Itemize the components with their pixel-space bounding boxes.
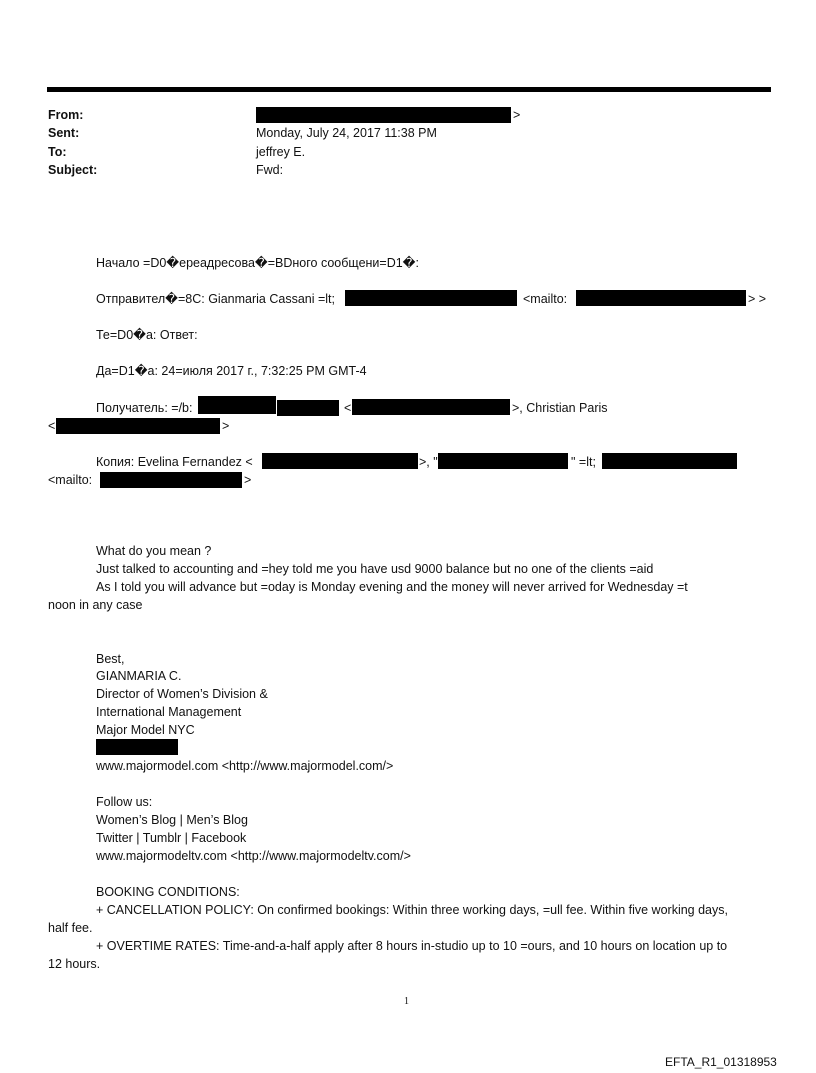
sent-value: Monday, July 24, 2017 11:38 PM: [256, 126, 437, 140]
forward-date: Да=D1�а: 24=июля 2017 г., 7:32:25 PM GMT-4: [96, 364, 367, 378]
forward-recipient-line2-lt: <: [48, 419, 56, 433]
sent-label: Sent:: [48, 126, 80, 140]
forward-sender-mailto: <mailto:: [523, 292, 568, 306]
redaction-cc-name: [438, 453, 568, 469]
forward-cc-mid: >, ": [419, 455, 438, 469]
subject-label: Subject:: [48, 163, 98, 177]
message-line-4: noon in any case: [48, 598, 143, 612]
redaction-sender-mailto: [576, 290, 746, 306]
forward-cc-line2-gt: >: [244, 473, 252, 487]
signature-tv[interactable]: www.majormodeltv.com <http://www.majormodeltv.com/>: [96, 849, 411, 863]
redaction-sender-email: [345, 290, 517, 306]
from-label: From:: [48, 108, 84, 122]
message-line-2: Just talked to accounting and =hey told me you have usd 9000 balance but no one of the clients =aid: [96, 562, 654, 576]
redaction-from: [256, 107, 511, 123]
redaction-recipient-b: [277, 400, 339, 416]
forward-cc-line2-mailto: <mailto:: [48, 473, 93, 487]
signature-best: Best,: [96, 652, 125, 666]
message-line-3: As I told you will advance but =oday is Monday evening and the money will never arrived for Wednesday =t: [96, 580, 688, 594]
booking-cancel-1: + CANCELLATION POLICY: On confirmed bookings: Within three working days, =ull fee. Within five working days,: [96, 903, 728, 917]
from-suffix: >: [513, 108, 521, 122]
subject-value: Fwd:: [256, 163, 284, 177]
signature-title-1: Director of Women’s Division &: [96, 687, 268, 701]
signature-website[interactable]: www.majormodel.com <http://www.majormodel.com/>: [96, 759, 394, 773]
redaction-cc-email: [262, 453, 418, 469]
forward-cc-mid2: " =lt;: [571, 455, 596, 469]
header-rule: [47, 87, 771, 92]
redaction-recipient-email: [352, 399, 510, 415]
to-value: jeffrey E.: [256, 145, 306, 159]
booking-title: BOOKING CONDITIONS:: [96, 885, 240, 899]
forward-theme: Те=D0�а: Ответ:: [96, 328, 198, 342]
forward-sender: Отправител�=8C: Gianmaria Cassani =lt;: [96, 292, 335, 306]
booking-overtime-2: 12 hours.: [48, 957, 101, 971]
redaction-cc-email2: [602, 453, 737, 469]
redaction-recipient-a: [198, 396, 276, 414]
forward-recipient-lt: <: [344, 401, 352, 415]
to-label: To:: [48, 145, 67, 159]
document-id: EFTA_R1_01318953: [665, 1055, 777, 1069]
signature-company: Major Model NYC: [96, 723, 195, 737]
redaction-recipient-line2: [56, 418, 220, 434]
booking-cancel-2: half fee.: [48, 921, 93, 935]
forward-recipient-suffix: >, Christian Paris: [512, 401, 608, 415]
signature-name: GIANMARIA C.: [96, 669, 182, 683]
page-number: 1: [404, 996, 409, 1007]
forward-start: Начало =D0�ереадресова�=BDного сообщени=D1�:: [96, 256, 419, 270]
redaction-signature-phone: [96, 739, 178, 755]
signature-follow: Follow us:: [96, 795, 153, 809]
redaction-cc-line2: [100, 472, 242, 488]
signature-social[interactable]: Twitter | Tumblr | Facebook: [96, 831, 247, 845]
signature-blogs[interactable]: Women’s Blog | Men’s Blog: [96, 813, 248, 827]
forward-recipient: Получатель: =/b:: [96, 401, 193, 415]
signature-title-2: International Management: [96, 705, 242, 719]
forward-recipient-line2-gt: >: [222, 419, 230, 433]
forward-cc: Копия: Evelina Fernandez <: [96, 455, 253, 469]
message-line-1: What do you mean ?: [96, 544, 212, 558]
booking-overtime-1: + OVERTIME RATES: Time-and-a-half apply after 8 hours in-studio up to 10 =ours, and 10 hours on location up to: [96, 939, 728, 953]
forward-sender-suffix: > >: [748, 292, 767, 306]
